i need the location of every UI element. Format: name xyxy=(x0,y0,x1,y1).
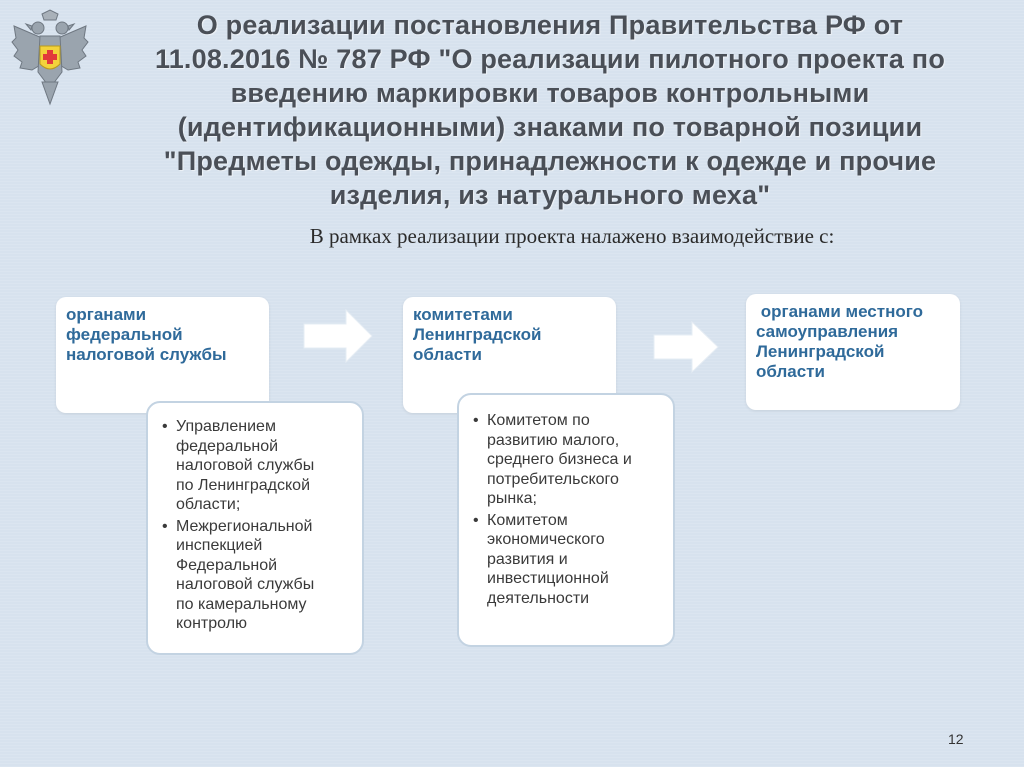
detail-list xyxy=(160,417,352,634)
item-line: среднего бизнеса и xyxy=(487,451,632,468)
item-line: инспекцией xyxy=(176,537,263,554)
item-line: • Межрегиональной xyxy=(176,517,313,535)
item-line: развития и xyxy=(487,550,568,568)
list-item xyxy=(160,417,352,515)
box-line: комитетами xyxy=(413,305,513,324)
box-line: Ленинградской xyxy=(413,325,542,344)
item-line: • Комитетом по xyxy=(487,412,590,429)
list-item xyxy=(471,411,663,509)
item-line: налоговой службы xyxy=(176,457,315,474)
item-line: деятельности xyxy=(487,589,590,607)
box-local-government xyxy=(746,294,960,410)
item-line: потребительского xyxy=(487,470,619,488)
slide-subtitle: В рамках реализации проекта налажено взаимодействие с: xyxy=(309,224,835,248)
item-line: контролю xyxy=(176,615,248,632)
item-line: рынка; xyxy=(487,490,537,507)
item-line: экономического xyxy=(487,531,605,548)
list-item xyxy=(471,511,663,609)
slide-title xyxy=(110,8,990,212)
title-line: (идентификационными) знаками по товарной позиции xyxy=(177,112,923,142)
item-line: по камеральному xyxy=(176,595,307,613)
list-item xyxy=(160,517,352,634)
box-line: области xyxy=(413,345,482,364)
box-line: органами xyxy=(66,305,147,324)
box-line: самоуправления xyxy=(756,322,899,341)
item-line: по Ленинградской xyxy=(176,476,310,494)
box-line: области xyxy=(756,362,825,381)
item-line: • Комитетом xyxy=(487,511,568,529)
title-line: 11.08.2016 № 787 РФ "О реализации пилотного проекта по xyxy=(154,44,946,74)
item-line: инвестиционной xyxy=(487,570,609,587)
item-line: области; xyxy=(176,496,241,513)
title-line: "Предметы одежды, принадлежности к одежде и прочие xyxy=(163,146,937,176)
box-line: федеральной xyxy=(66,325,183,344)
item-line: • Управлением xyxy=(176,418,276,435)
detail-federal-tax xyxy=(146,401,364,655)
title-line: изделия, из натурального меха" xyxy=(329,180,771,210)
box-line: Ленинградской xyxy=(756,342,885,361)
detail-regional-committees xyxy=(457,393,675,647)
detail-list xyxy=(471,411,663,608)
box-line: налоговой службы xyxy=(66,345,227,364)
item-line: Федеральной xyxy=(176,556,278,574)
arrow-right-icon xyxy=(302,308,374,364)
arrow-right-icon xyxy=(652,320,720,374)
emblem-logo xyxy=(8,8,92,108)
item-line: федеральной xyxy=(176,437,279,455)
item-line: налоговой службы xyxy=(176,576,315,593)
item-line: развитию малого, xyxy=(487,431,620,449)
title-line: О реализации постановления Правительства РФ от xyxy=(196,10,904,40)
title-line: введению маркировки товаров контрольными xyxy=(230,78,870,108)
box-line: органами местного xyxy=(756,302,923,321)
page-number: 12 xyxy=(948,731,964,747)
box-federal-tax-service xyxy=(56,297,269,413)
